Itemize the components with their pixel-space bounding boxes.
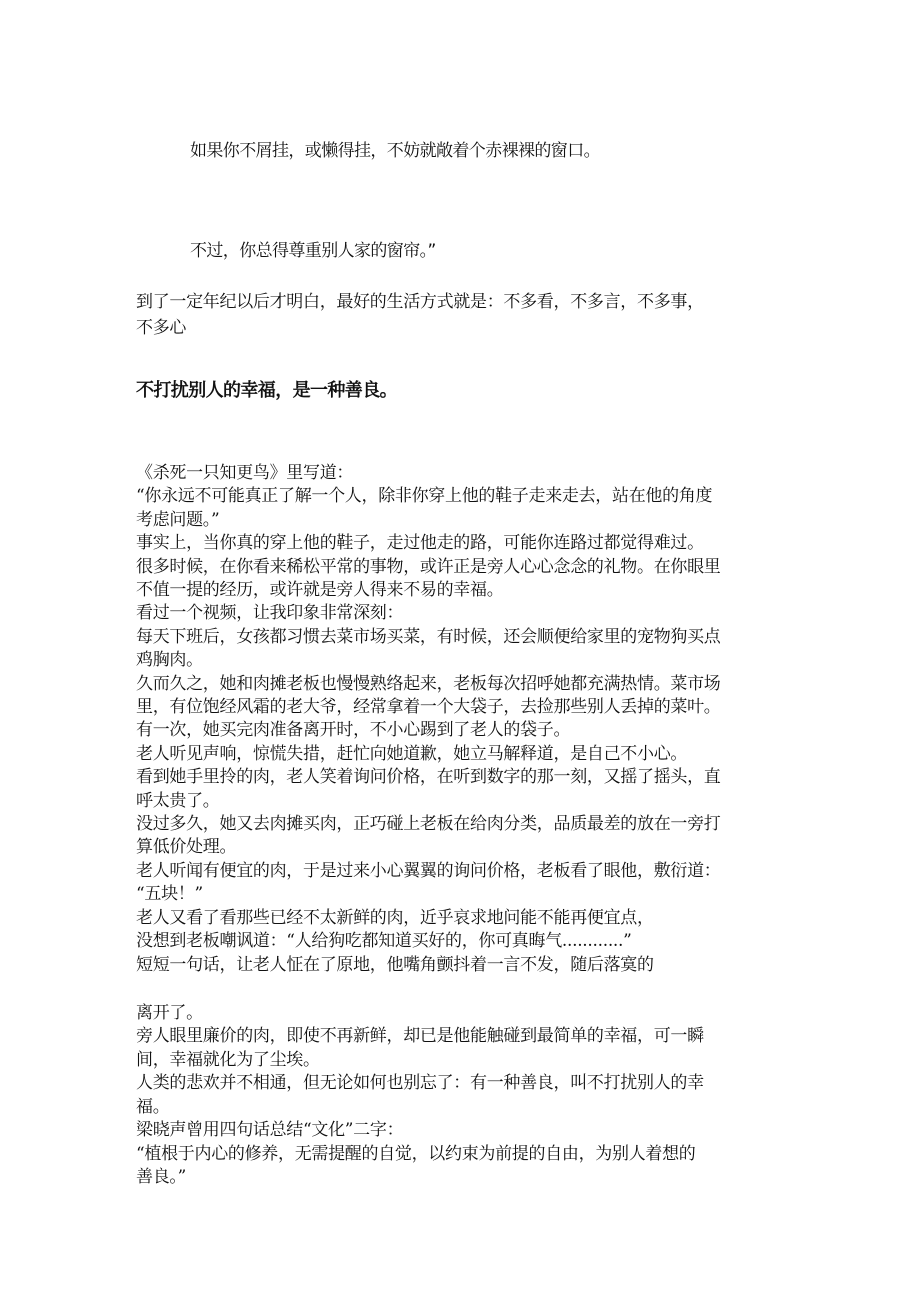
body-line: 《杀死一只知更鸟》里写道： [136,463,354,483]
body-line: 算低价处理。 [136,837,237,857]
body-line: 有一次，她买完肉准备离开时，不小心踢到了老人的袋子。 [136,720,571,740]
body-line: 没想到老板嘲讽道：“人给狗吃都知道买好的，你可真晦气............” [136,931,632,951]
intro-paragraph-line-1: 如果你不屑挂，或懒得挂，不妨就敞着个赤裸裸的窗口。 [190,141,600,161]
body-line: 事实上，当你真的穿上他的鞋子，走过他走的路，可能你连路过都觉得难过。 [136,533,704,553]
body-line: 短短一句话，让老人怔在了原地，他嘴角颤抖着一言不发，随后落寞的 [136,955,654,975]
body-line: 间，幸福就化为了尘埃。 [136,1050,320,1070]
body-line: 鸡胸肉。 [136,650,203,670]
body-line: 里，有位饱经风霜的老大爷，经常拿着一个大袋子，去捡那些别人丢掉的菜叶。 [136,697,721,717]
body-line: 每天下班后，女孩都习惯去菜市场买菜，有时候，还会顺便给家里的宠物狗买点 [136,627,721,647]
body-line: 呼太贵了。 [136,791,220,811]
body-line: 善良。” [136,1167,186,1187]
body-line: 梁晓声曾用四句话总结“文化”二字： [136,1120,404,1140]
body-line: 久而久之，她和肉摊老板也慢慢熟络起来，老板每次招呼她都充满热情。菜市场 [136,674,721,694]
body-line: 没过多久，她又去肉摊买肉，正巧碰上老板在给肉分类，品质最差的放在一旁打 [136,814,721,834]
body-line: “你永远不可能真正了解一个人，除非你穿上他的鞋子走来走去，站在他的角度 [136,486,713,506]
body-line: “五块！” [136,884,203,904]
body-line: 不值一提的经历，或许就是旁人得来不易的幸福。 [136,580,504,600]
body-line: 老人又看了看那些已经不太新鲜的肉，近乎哀求地问能不能再便宜点， [136,908,654,928]
summary-line-2: 不多心 [136,318,187,338]
body-line: 福。 [136,1097,170,1117]
section-heading: 不打扰别人的幸福，是一种善良。 [136,380,397,401]
body-line: 旁人眼里廉价的肉，即使不再新鲜，却已是他能触碰到最简单的幸福，可一瞬 [136,1026,704,1046]
intro-paragraph-line-2: 不过，你总得尊重别人家的窗帘。” [190,241,436,261]
body-line: 离开了。 [136,1003,203,1023]
body-line: 老人听见声响，惊慌失措，赶忙向她道歉，她立马解释道，是自己不小心。 [136,744,688,764]
body-line: 看到她手里拎的肉，老人笑着询问价格，在听到数字的那一刻，又摇了摇头，直 [136,767,721,787]
body-line: 看过一个视频，让我印象非常深刻： [136,603,404,623]
body-line: 很多时候，在你看来稀松平常的事物，或许正是旁人心心念念的礼物。在你眼里 [136,557,721,577]
body-line: “植根于内心的修养，无需提醒的自觉，以约束为前提的自由，为别人着想的 [136,1144,696,1164]
body-line: 老人听闻有便宜的肉，于是过来小心翼翼的询问价格，老板看了眼他，敷衍道： [136,861,721,881]
body-line: 考虑问题。” [136,510,220,530]
body-line: 人类的悲欢并不相通，但无论如何也别忘了：有一种善良，叫不打扰别人的幸 [136,1073,704,1093]
summary-line-1: 到了一定年纪以后才明白，最好的生活方式就是：不多看，不多言，不多事， [136,292,704,312]
